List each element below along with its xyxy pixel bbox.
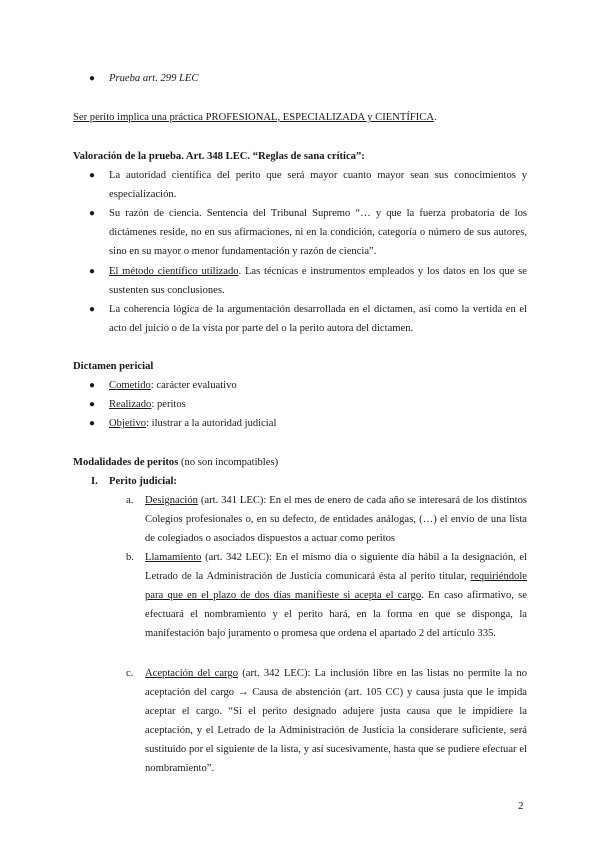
bullet-marker: ●	[89, 170, 96, 181]
perito-statement-end: .	[434, 112, 437, 123]
letter-label: c.	[126, 668, 134, 679]
bullet-marker: ●	[89, 418, 96, 429]
objetivo-value: : ilustrar a la autoridad judicial	[146, 418, 277, 429]
llamamiento-text-2: . En caso afirmativo, se efectuará el nombramiento y el perito hará, en la forma en que se disponga, la manifestación bajo juramento o promesa que ordena el apartado 2 del artículo 335.	[145, 590, 528, 639]
valoracion-item-1: La autoridad científica del perito que será mayor cuanto mayor sean sus conocimientos y especialización.	[109, 170, 527, 200]
prueba-item: Prueba art. 299 LEC	[109, 73, 199, 84]
llamamiento-item	[145, 548, 527, 643]
letter-label: a.	[126, 495, 134, 506]
dictamen-item-3	[109, 414, 527, 433]
metodo-rest: . Las técnicas e instrumentos empleados y los datos en los que se sustenten sus conclusiones.	[109, 266, 527, 296]
aceptacion-item	[145, 664, 527, 778]
perito-judicial-heading: Perito judicial:	[109, 476, 177, 487]
dictamen-heading: Dictamen pericial	[73, 361, 154, 372]
realizado-label: Realizado	[109, 399, 152, 410]
valoracion-item-4: La coherencia lógica de la argumentación desarrollada en el dictamen, así como la vertida en el acto del juicio o de la vista por parte del o la perito autora del dictamen.	[109, 304, 527, 334]
aceptacion-label: Aceptación del cargo	[145, 668, 238, 679]
bullet-marker: ●	[89, 266, 96, 277]
bullet-marker: ●	[89, 380, 96, 391]
valoracion-heading: Valoración de la prueba. Art. 348 LEC. “Reglas de sana crítica”:	[73, 151, 365, 162]
llamamiento-label: Llamamiento	[145, 552, 202, 563]
bullet-marker: ●	[89, 73, 96, 84]
modalidades-heading-note: (no son incompatibles)	[178, 457, 279, 468]
letter-label: b.	[126, 552, 134, 563]
bullet-marker: ●	[89, 399, 96, 410]
metodo-underlined: El método científico utilizado	[109, 266, 239, 277]
modalidades-heading	[73, 453, 527, 472]
bullet-marker: ●	[89, 208, 96, 219]
perito-statement	[73, 108, 527, 127]
cometido-value: : carácter evaluativo	[150, 380, 237, 391]
valoracion-item-2: Su razón de ciencia. Sentencia del Tribunal Supremo “… y que la fuerza probatoria de los dictámenes reside, no en sus afirmaciones, ni en la condición, categoría o número de sus autores, sino en su mayor o menor fundamentación y razón de ciencia”.	[109, 208, 527, 257]
valoracion-item-3	[109, 262, 527, 300]
objetivo-label: Objetivo	[109, 418, 147, 429]
designacion-text: (art. 341 LEC): En el mes de enero de cada año se interesará de los distintos Colegios profesionales o, en su defecto, de entidades análogas, (…) el envío de una lista de colegiados o asociados dispuestos a actuar como peritos	[145, 495, 527, 544]
bullet-marker: ●	[89, 304, 96, 315]
perito-statement-underlined: Ser perito implica una práctica PROFESIONAL, ESPECIALIZADA y CIENTÍFICA	[73, 112, 435, 123]
page-number: 2	[518, 800, 524, 812]
realizado-value: : peritos	[151, 399, 186, 410]
llamamiento-text-1: (art. 342 LEC): En el mismo día o siguiente día hábil a la designación, el Letrado de la Administración de Justicia comunicará ésta al perito titular,	[145, 552, 527, 582]
dictamen-item-1	[109, 376, 527, 395]
designacion-item	[145, 491, 527, 548]
modalidades-heading-bold: Modalidades de peritos	[73, 457, 179, 468]
dictamen-item-2	[109, 395, 527, 414]
llamamiento-requirement: requiriéndole para que en el plazo de dos días manifieste si acepta el cargo	[145, 571, 527, 601]
cometido-label: Cometido	[109, 380, 151, 391]
aceptacion-text: (art. 342 LEC): La inclusión libre en las listas no permite la no aceptación del cargo → Causa de abstención (art. 105 CC) y causa justa que le impida aceptar el cargo. “Si el perito designado adujere justa causa que le impidiere la aceptación, y el Letrado de la Administración de Justicia la considerare suficiente, será sustituido por el siguiente de la lista, y así sucesivamente, hasta que se pudiere efectuar el nombramiento”.	[145, 668, 528, 774]
designacion-label: Designación	[145, 495, 198, 506]
numeral-label: I.	[91, 476, 98, 487]
